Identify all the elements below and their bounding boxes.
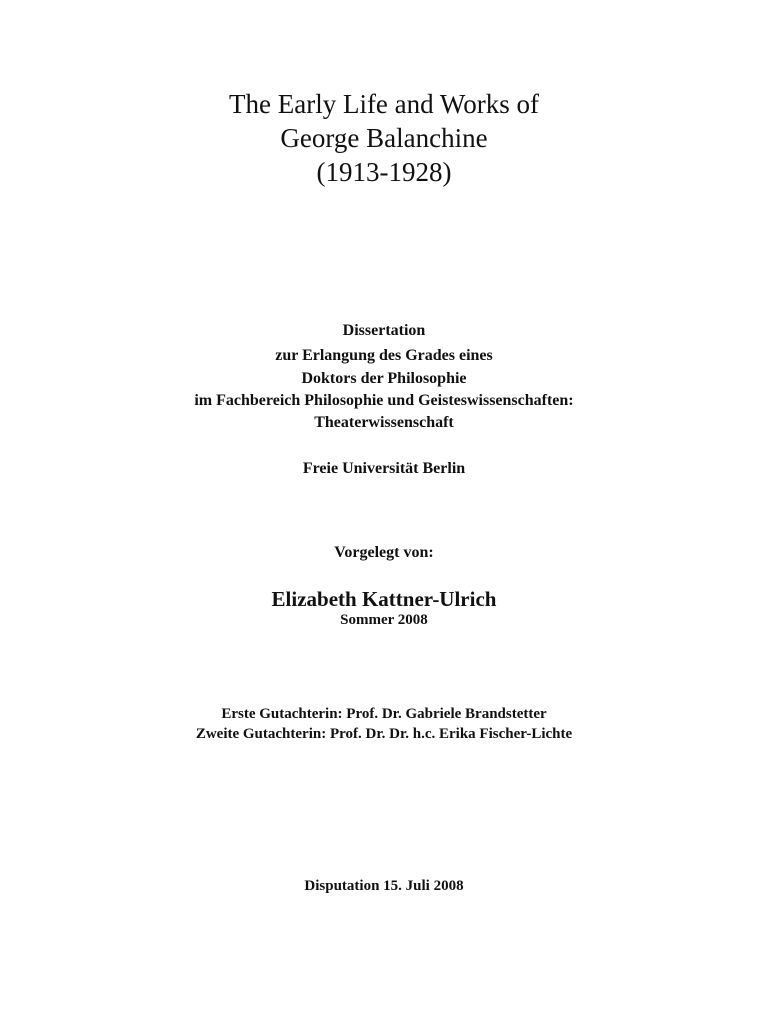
dissertation-heading: Dissertation (342, 322, 426, 339)
title-line-3: (1913-1928) (316, 157, 452, 187)
title-line-2: George Balanchine (280, 123, 488, 153)
university-name: Freie Universität Berlin (302, 460, 466, 477)
second-reviewer: Zweite Gutachterin: Prof. Dr. Dr. h.c. Erika Fischer-Lichte (195, 726, 573, 742)
disputation-date: Disputation 15. Juli 2008 (304, 878, 464, 894)
dissertation-line-3: Doktors der Philosophie (301, 370, 467, 387)
submitted-by-label: Vorgelegt von: (334, 544, 434, 561)
dissertation-line-5: Theaterwissenschaft (314, 414, 454, 431)
first-reviewer: Erste Gutachterin: Prof. Dr. Gabriele Brandstetter (221, 706, 547, 722)
semester: Sommer 2008 (340, 612, 428, 628)
author-name: Elizabeth Kattner-Ulrich (271, 587, 497, 611)
dissertation-line-4: im Fachbereich Philosophie und Geisteswissenschaften: (194, 392, 574, 409)
dissertation-line-2: zur Erlangung des Grades eines (275, 347, 493, 364)
title-line-1: The Early Life and Works of (229, 89, 539, 119)
